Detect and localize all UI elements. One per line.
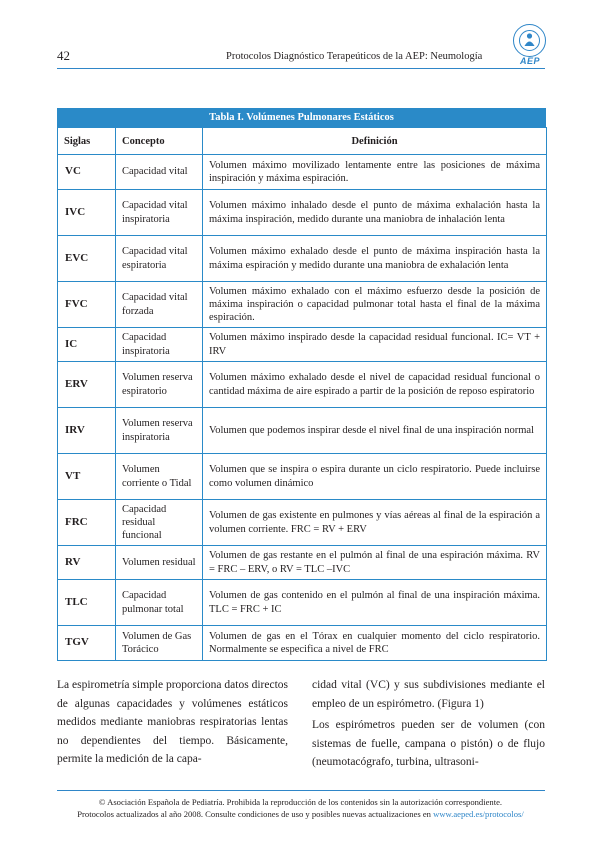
body-paragraph: cidad vital (VC) y sus subdivisiones mediante el empleo de un espirómetro. (Figura 1) [312, 679, 545, 710]
row-sigla: IC [58, 328, 116, 362]
footer-rule [57, 790, 545, 791]
body-paragraph: Los espirómetros pueden ser de volumen (con sistemas de fuelle, campana o pistón) o de flujo (neumotacógrafo, turbina, ultrasoni- [312, 719, 545, 769]
row-concepto: Volumen corriente o Tidal [116, 454, 203, 500]
row-concepto: Volumen de Gas Torácico [116, 626, 203, 661]
row-sigla: TGV [58, 626, 116, 661]
row-concepto: Capacidad inspiratoria [116, 328, 203, 362]
row-concepto: Volumen reserva espiratorio [116, 362, 203, 408]
footer-copyright: © Asociación Española de Pediatría. Prohibida la reproducción de los contenidos sin la autorización correspondiente. [98, 797, 503, 807]
row-sigla: ERV [58, 362, 116, 408]
table-row [58, 328, 547, 362]
header-title: Protocolos Diagnóstico Terapeúticos de la AEP: Neumología [226, 51, 483, 62]
header-rule [57, 68, 545, 69]
table-grid [57, 127, 547, 661]
row-sigla: EVC [58, 236, 116, 282]
body-paragraph: La espirometría simple proporciona datos directos de algunas capacidades y volúmenes estáticos medidos mediante maniobras respiratorias lentas no dependientes del tiempo. Básicamente, permite la medición de la capa- [57, 679, 288, 766]
table-row [58, 362, 547, 408]
table-row [58, 190, 547, 236]
header-definicion: Definición [203, 128, 547, 155]
row-concepto: Capacidad vital [116, 155, 203, 190]
row-concepto: Volumen residual [116, 546, 203, 580]
row-definicion: Volumen de gas restante en el pulmón al final de una espiración máxima. RV = FRC – ERV, o RV = TLC –IVC [203, 546, 547, 580]
row-definicion: Volumen máximo inhalado desde el punto de máxima exhalación hasta la máxima inspiración, medido durante una maniobra de inhalación lenta [203, 190, 547, 236]
row-sigla: RV [58, 546, 116, 580]
row-sigla: IRV [58, 408, 116, 454]
row-definicion: Volumen máximo exhalado desde el nivel de capacidad residual funcional o cantidad máxima de aire espirado a partir de la posición de reposo espiratorio [203, 362, 547, 408]
table-row [58, 500, 547, 546]
row-definicion: Volumen de gas en el Tórax en cualquier momento del ciclo respiratorio. Normalmente se especifica a nivel de FRC [203, 626, 547, 661]
row-concepto: Capacidad residual funcional [116, 500, 203, 546]
header-concepto: Concepto [116, 128, 203, 155]
row-concepto: Capacidad vital forzada [116, 282, 203, 328]
footer-link[interactable]: www.aeped.es/protocolos/ [433, 809, 524, 819]
row-definicion: Volumen máximo exhalado desde el punto de máxima inspiración hasta la máxima espiración y medido durante una maniobra de exhalación lenta [203, 236, 547, 282]
table-row [58, 546, 547, 580]
row-concepto: Capacidad pulmonar total [116, 580, 203, 626]
row-sigla: VC [58, 155, 116, 190]
table-row [58, 626, 547, 661]
row-sigla: TLC [58, 580, 116, 626]
footer-update-text: Protocolos actualizados al año 2008. Consulte condiciones de uso y posibles nuevas actualizaciones en [77, 809, 431, 819]
row-sigla: IVC [58, 190, 116, 236]
footer-update-note [40, 809, 561, 819]
page-number: 42 [57, 48, 70, 63]
row-definicion: Volumen que se inspira o espira durante un ciclo respiratorio. Puede incluirse como volumen dinámico [203, 454, 547, 500]
row-definicion: Volumen máximo exhalado con el máximo esfuerzo desde la posición de máxima inspiración o capacidad pulmonar total hasta el final de la máxima espiración. [203, 282, 547, 328]
body-right-column [312, 676, 545, 775]
table-row [58, 155, 547, 190]
row-sigla: FRC [58, 500, 116, 546]
table-title: Tabla I. Volúmenes Pulmonares Estáticos [57, 108, 546, 127]
header-siglas: Siglas [58, 128, 116, 155]
aep-logo [513, 24, 547, 68]
aep-emblem-icon [513, 24, 546, 57]
table-header-row [58, 128, 547, 155]
row-concepto: Capacidad vital espiratoria [116, 236, 203, 282]
table-row [58, 282, 547, 328]
table-row [58, 580, 547, 626]
row-concepto: Capacidad vital inspiratoria [116, 190, 203, 236]
row-concepto: Volumen reserva inspiratoria [116, 408, 203, 454]
row-sigla: VT [58, 454, 116, 500]
table-row [58, 408, 547, 454]
row-definicion: Volumen que podemos inspirar desde el nivel final de una inspiración normal [203, 408, 547, 454]
row-definicion: Volumen máximo inspirado desde la capacidad residual funcional. IC= VT + IRV [203, 328, 547, 362]
volumes-table [57, 108, 546, 661]
body-left-column [57, 676, 288, 769]
table-row [58, 236, 547, 282]
row-definicion: Volumen de gas contenido en el pulmón al final de una inspiración máxima. TLC = FRC + IC [203, 580, 547, 626]
logo-text: AEP [519, 56, 540, 66]
table-row [58, 454, 547, 500]
row-definicion: Volumen de gas existente en pulmones y vías aéreas al final de la espiración a volumen corriente. FRC = RV + ERV [203, 500, 547, 546]
row-sigla: FVC [58, 282, 116, 328]
row-definicion: Volumen máximo movilizado lentamente entre las posiciones de máxima inspiración y máxima espiración. [203, 155, 547, 190]
